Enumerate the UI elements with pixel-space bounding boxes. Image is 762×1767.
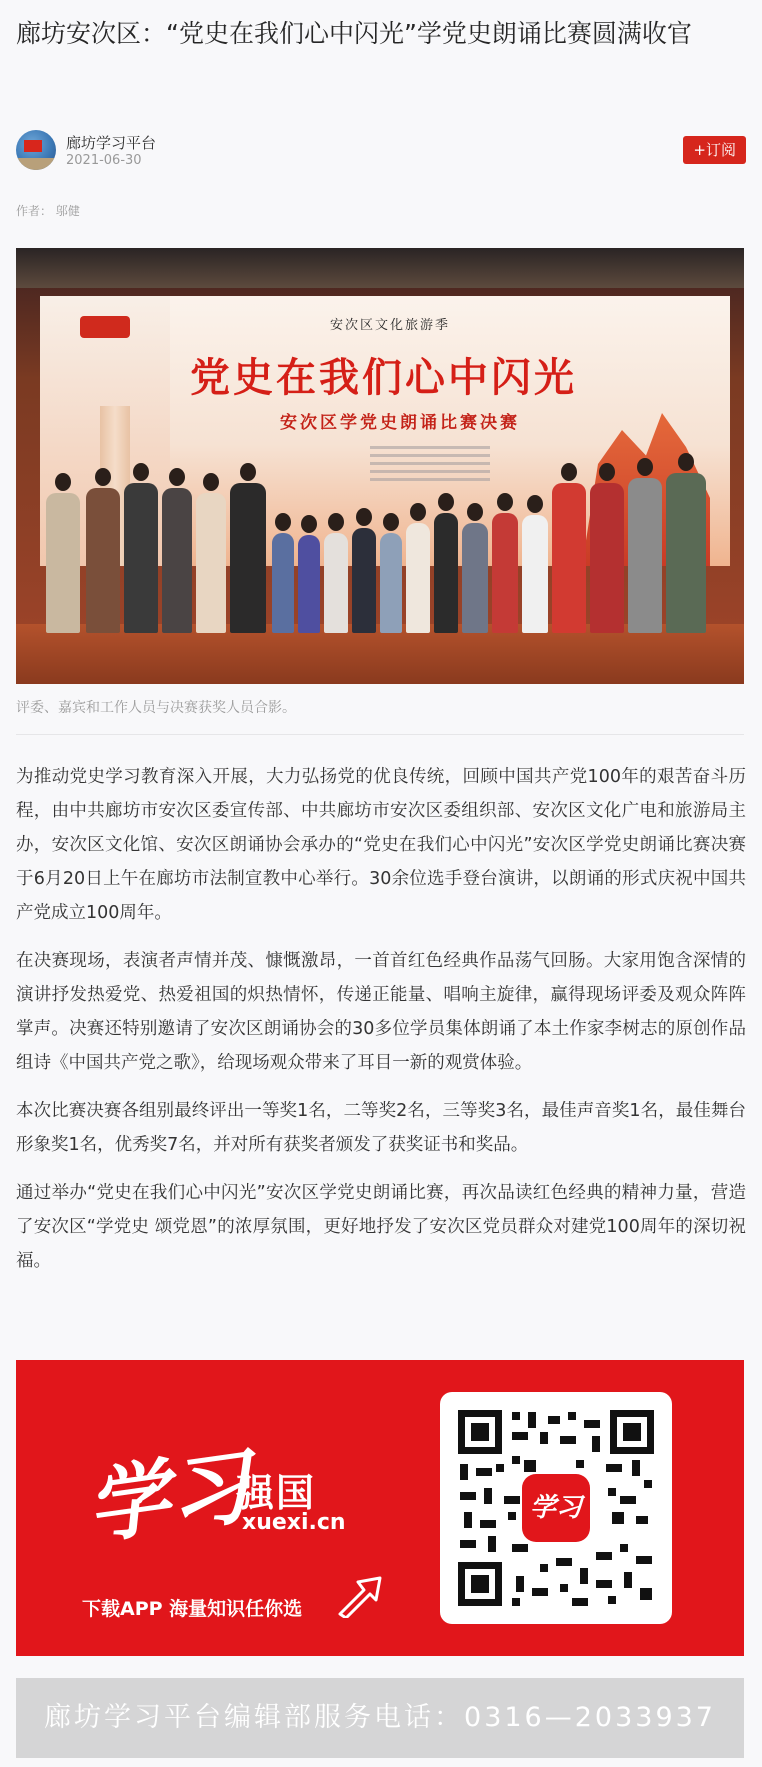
person-head	[599, 463, 615, 481]
flag-icon	[24, 140, 42, 152]
person-figure	[628, 478, 662, 633]
article-paragraph: 在决赛现场，表演者声情并茂、慷慨激昂，一首首红色经典作品荡气回肠。大家用饱含深情的演讲抒发热爱党、热爱祖国的炽热情怀，传递正能量、唱响主旋律，赢得现场评委及观众阵阵掌声。决赛还特别邀请了安次区朗诵协会的30多位学员集体朗诵了本土作家李树志的原创作品组诗《中国共产党之歌》，给现场观众带来了耳目一新的观赏体验。	[16, 951, 746, 1073]
person-figure	[86, 488, 120, 633]
person-head	[356, 508, 372, 526]
person-head	[240, 463, 256, 481]
person-head	[203, 473, 219, 491]
person-figure	[298, 535, 320, 633]
person-figure	[196, 493, 226, 633]
article-body	[16, 760, 746, 1292]
banner-slogan: 下载APP 海量知识任你选	[82, 1598, 303, 1620]
screen-organizer: 安次区文化旅游季	[330, 318, 451, 333]
editorial-contact-bar	[16, 1678, 744, 1758]
person-head	[275, 513, 291, 531]
person-figure	[406, 523, 430, 633]
xuexi-promo-banner[interactable]	[16, 1360, 744, 1656]
author-row	[16, 128, 746, 172]
person-figure	[124, 483, 158, 633]
qr-code-card[interactable]	[440, 1392, 672, 1624]
person-figure	[162, 488, 192, 633]
person-figure	[522, 515, 548, 633]
person-figure	[230, 483, 266, 633]
xuexi-app-icon: 学习	[522, 1474, 590, 1542]
article-byline: 作者： 邬健	[16, 204, 80, 218]
publish-date: 2021-06-30	[66, 153, 142, 168]
person-head	[637, 458, 653, 476]
article-title: 廊坊安次区：“党史在我们心中闪光”学党史朗诵比赛圆满收官	[16, 19, 692, 48]
publisher-avatar[interactable]	[16, 130, 56, 170]
person-figure	[552, 483, 586, 633]
person-head	[678, 453, 694, 471]
screen-title: 党史在我们心中闪光	[190, 354, 577, 401]
person-figure	[272, 533, 294, 633]
person-head	[169, 468, 185, 486]
editorial-phone: 廊坊学习平台编辑部服务电话：0316—2033937	[44, 1702, 716, 1733]
person-figure	[46, 493, 80, 633]
person-figure	[434, 513, 458, 633]
xuexi-logo-text: 强国	[236, 1471, 317, 1515]
person-figure	[666, 473, 706, 633]
person-head	[438, 493, 454, 511]
publisher-name[interactable]: 廊坊学习平台	[66, 134, 157, 152]
subscribe-button[interactable]: +订阅	[683, 136, 746, 164]
person-head	[410, 503, 426, 521]
divider	[16, 734, 744, 735]
person-head	[497, 493, 513, 511]
person-head	[328, 513, 344, 531]
arrow-icon	[334, 1574, 386, 1618]
centennial-logo-icon	[80, 316, 130, 338]
person-head	[133, 463, 149, 481]
person-head	[527, 495, 543, 513]
person-figure	[352, 528, 376, 633]
person-figure	[462, 523, 488, 633]
article-photo[interactable]	[16, 248, 744, 684]
person-head	[95, 468, 111, 486]
article-paragraph: 通过举办“党史在我们心中闪光”安次区学党史朗诵比赛，再次品读红色经典的精神力量，营造了安次区“学党史 颂党恩”的浓厚氛围，更好地抒发了安次区党员群众对建党100周年的深切祝福。	[16, 1183, 746, 1271]
xuexi-domain: xuexi.cn	[242, 1510, 346, 1535]
person-figure	[380, 533, 402, 633]
person-head	[383, 513, 399, 531]
group-photo-crowd	[46, 433, 744, 633]
person-head	[467, 503, 483, 521]
person-figure	[492, 513, 518, 633]
xuexi-script-logo: 学习	[81, 1437, 257, 1556]
image-caption: 评委、嘉宾和工作人员与决赛获奖人员合影。	[16, 700, 296, 716]
person-head	[301, 515, 317, 533]
screen-subtitle: 安次区学党史朗诵比赛决赛	[280, 413, 520, 433]
person-head	[55, 473, 71, 491]
person-head	[561, 463, 577, 481]
article-paragraph: 为推动党史学习教育深入开展，大力弘扬党的优良传统，回顾中国共产党100年的艰苦奋斗历程，由中共廊坊市安次区委宣传部、中共廊坊市安次区委组织部、安次区文化广电和旅游局主办，安次区文化馆、安次区朗诵协会承办的“党史在我们心中闪光”安次区学党史朗诵比赛决赛于6月20日上午在廊坊市法制宣教中心举行。30余位选手登台演讲，以朗诵的形式庆祝中国共产党成立100周年。	[16, 767, 746, 923]
article-paragraph: 本次比赛决赛各组别最终评出一等奖1名，二等奖2名，三等奖3名，最佳声音奖1名，最佳舞台形象奖1名，优秀奖7名，并对所有获奖者颁发了获奖证书和奖品。	[16, 1101, 746, 1155]
person-figure	[590, 483, 624, 633]
person-figure	[324, 533, 348, 633]
